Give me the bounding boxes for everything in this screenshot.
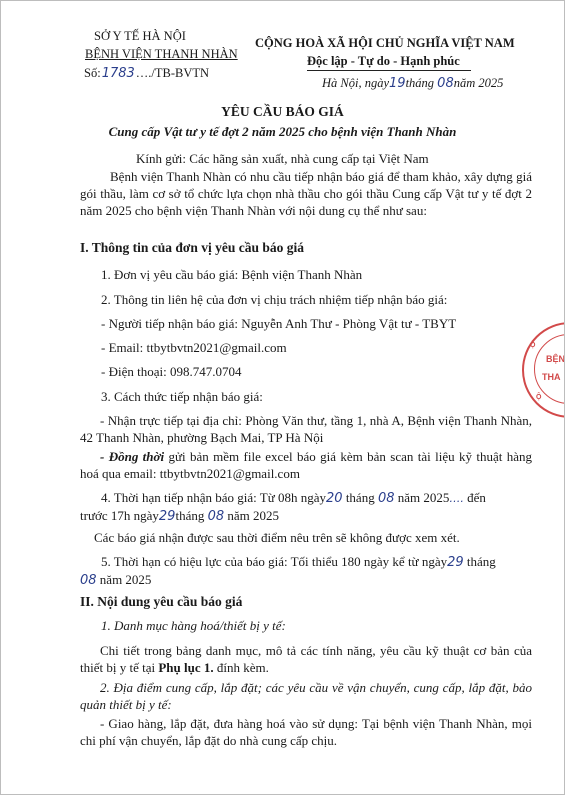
- contact-phone: - Điện thoại: 098.747.0704: [101, 364, 242, 379]
- nation-title: CỘNG HOÀ XÃ HỘI CHỦ NGHĨA VIỆT NAM: [255, 36, 515, 50]
- stamp-text-side: Ộ: [530, 342, 536, 349]
- section2-heading: II. Nội dung yêu cầu báo giá: [80, 594, 243, 609]
- also-label: - Đồng thời: [100, 449, 165, 464]
- section1-heading: I. Thông tin của đơn vị yêu cầu báo giá: [80, 240, 305, 255]
- number-suffix: …./TB-BVTN: [135, 66, 210, 80]
- nation-motto: Độc lập - Tự do - Hạnh phúc: [307, 54, 460, 68]
- number-prefix: Số:: [84, 66, 101, 80]
- document-title: YÊU CẦU BÁO GIÁ: [221, 104, 344, 119]
- section1-item1: 1. Đơn vị yêu cầu báo giá: Bệnh viện Thanh Nhàn: [101, 267, 363, 282]
- section1-item5-line2: 08 năm 2025: [80, 572, 152, 588]
- document-number: [84, 66, 209, 81]
- email-delivery: [80, 448, 532, 482]
- contact-email: - Email: ttbytbvtn2021@gmail.com: [101, 340, 287, 355]
- section1-item5-line1: 5. Thời hạn có hiệu lực của báo giá: Tối thiểu 180 ngày kể từ ngày29 tháng: [101, 554, 496, 570]
- validity-month: 08: [80, 573, 97, 588]
- section2-sub1-text: Chi tiết trong bảng danh mục, mô tả các tính năng, yêu cầu kỹ thuật cơ bản của thiết bị y tế tại Phụ lục 1. đính kèm.: [80, 643, 532, 675]
- section2-sub2-text: - Giao hàng, lắp đặt, đưa hàng hoá vào sử dụng: Tại bệnh viện Thanh Nhàn, mọi chi phí vận chuyển, lắp đặt do nhà cung cấp chịu.: [80, 716, 532, 748]
- red-seal-stamp: [522, 322, 565, 418]
- direct-delivery: - Nhận trực tiếp tại địa chỉ: Phòng Văn thư, tầng 1, nhà A, Bệnh viện Thanh Nhàn, 42 Thanh Nhàn, phường Bạch Mai, TP Hà Nội: [80, 413, 532, 445]
- appendix-ref: Phụ lục 1.: [158, 660, 214, 675]
- start-month: 08: [377, 491, 395, 506]
- motto-underline: [307, 70, 471, 71]
- document-date: Hà Nội, ngày19tháng 08năm 2025: [322, 76, 504, 91]
- section1-item2: 2. Thông tin liên hệ của đơn vị chịu trách nhiệm tiếp nhận báo giá:: [101, 292, 448, 307]
- intro-paragraph: Bệnh viện Thanh Nhàn có nhu cầu tiếp nhận báo giá để tham khảo, xây dựng giá gói thầu, làm cơ sở tổ chức lựa chọn nhà thầu cho gói thầu Cung cấp Vật tư y tế đợt 2 năm 2025 cho bệnh viện Thanh Nhàn với nội dung cụ thể như sau:: [80, 169, 532, 218]
- hospital-name: BỆNH VIỆN THANH NHÀN: [85, 47, 238, 61]
- also-text: gửi bản mềm file excel báo giá kèm bản scan tài liệu kỹ thuật hàng hoá qua email: ttbytbvtn2021@gmail.com: [80, 449, 532, 481]
- section2-sub2: 2. Địa điểm cung cấp, lắp đặt; các yêu cầu về vận chuyển, cung cấp, lắp đặt, bảo quản thiết bị y tế:: [80, 680, 532, 712]
- section1-item4-line2: trước 17h ngày29tháng 08 năm 2025: [80, 508, 280, 524]
- end-month: 08: [207, 509, 225, 524]
- validity-day: 29: [447, 555, 464, 570]
- stamp-text-top: BỆN: [546, 354, 565, 364]
- end-day: 29: [158, 509, 176, 524]
- document-subtitle: Cung cấp Vật tư y tế đợt 2 năm 2025 cho bệnh viện Thanh Nhàn: [108, 124, 457, 139]
- section1-item3: 3. Cách thức tiếp nhận báo giá:: [101, 389, 263, 404]
- date-day: 19: [389, 76, 406, 91]
- stamp-text-bottom: Ộ: [536, 394, 542, 401]
- section1-item4-line1: 4. Thời hạn tiếp nhận báo giá: Từ 08h ngày20 tháng 08 năm 2025…. đến: [101, 490, 486, 506]
- start-day: 20: [326, 491, 343, 506]
- late-note: Các báo giá nhận được sau thời điểm nêu trên sẽ không được xem xét.: [94, 530, 460, 545]
- recipient-line: Kính gửi: Các hãng sản xuất, nhà cung cấp tại Việt Nam: [136, 151, 429, 166]
- number-handwritten: 1783: [101, 66, 135, 81]
- date-month: 08: [437, 76, 454, 91]
- contact-person: - Người tiếp nhận báo giá: Nguyễn Anh Thư - Phòng Vật tư - TBYT: [101, 316, 457, 331]
- section2-sub1: 1. Danh mục hàng hoá/thiết bị y tế:: [101, 618, 286, 633]
- ministry-name: SỞ Y TẾ HÀ NỘI: [94, 29, 186, 43]
- stamp-text-mid: THA: [542, 372, 561, 382]
